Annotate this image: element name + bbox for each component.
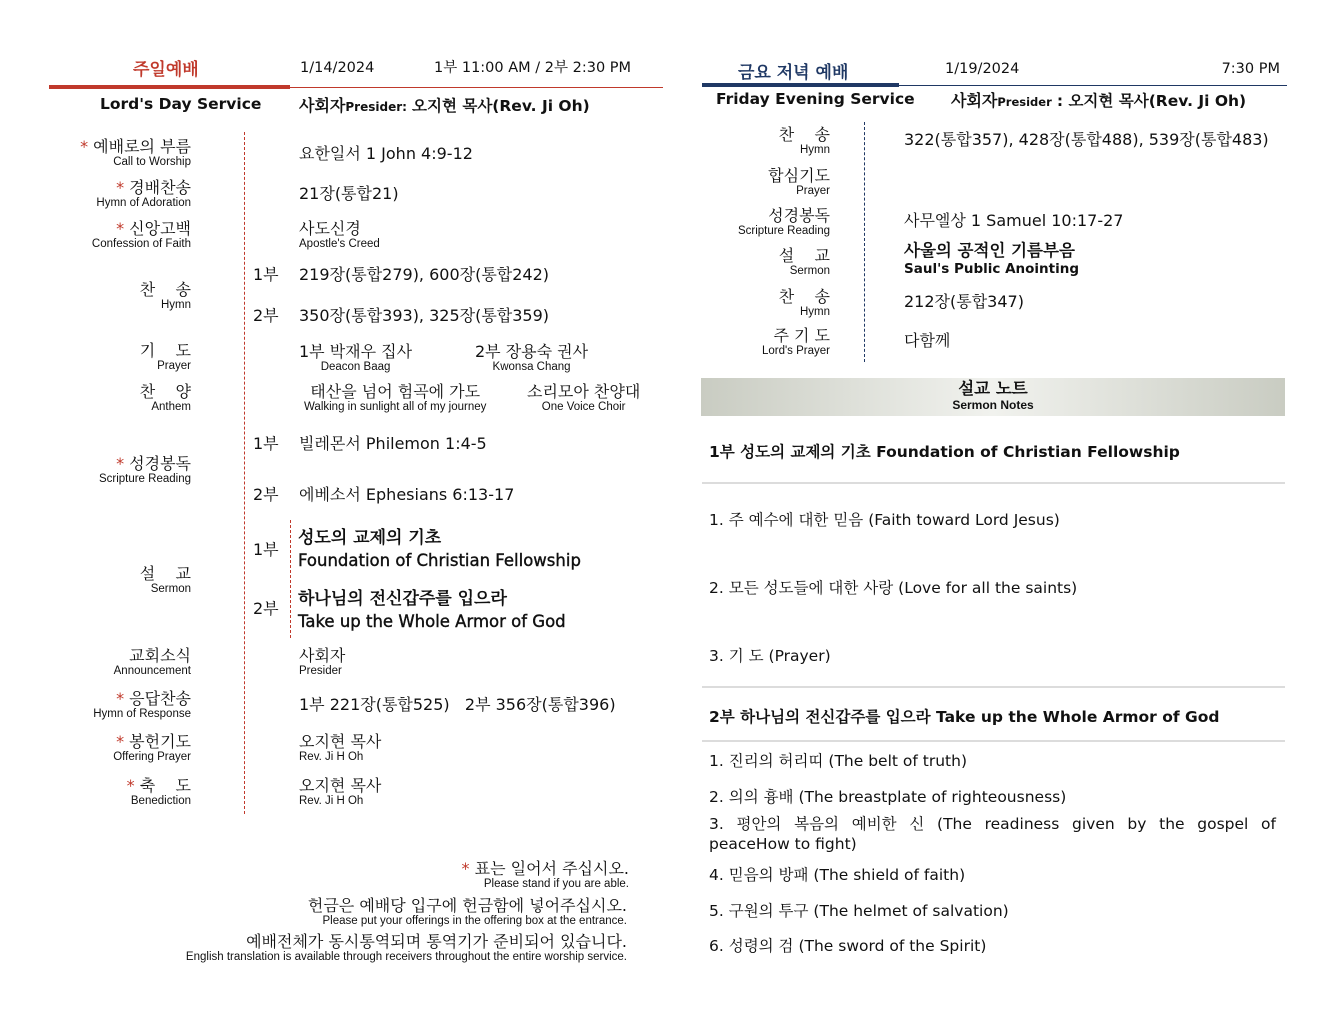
friday-time: 7:30 PM (1221, 61, 1280, 77)
notes-section1-point: 1. 주 예수에 대한 믿음 (Faith toward Lord Jesus) (709, 511, 1060, 529)
notes-divider (702, 740, 1285, 742)
notes-section2-point: 3. 평안의 복음의 예비한 신 (The readiness given by the gospel of peaceHow to fight) (709, 815, 1276, 853)
sunday-title: 주일예배 (133, 60, 199, 80)
label-benediction: * 축 도 Benediction (126, 776, 191, 807)
friday-label-scripture: 성경봉독 Scripture Reading (737, 206, 830, 237)
presider-label-ko: 사회자 (299, 96, 346, 115)
scripture-part1: 빌레몬서 Philemon 1:4-5 (299, 434, 487, 453)
part-label: 1부 (253, 265, 279, 284)
hymn-part2: 350장(통합393), 325장(통합359) (299, 306, 550, 325)
stand-marker: * (116, 454, 125, 473)
friday-date: 1/19/2024 (945, 61, 1020, 77)
stand-marker: * (126, 776, 135, 795)
friday-divider (864, 122, 865, 362)
presider-label-en: Presider: (345, 100, 407, 114)
hymn-of-response-content: 1부 221장(통합525) 2부 356장(통합396) (299, 695, 616, 714)
notes-divider (702, 482, 1285, 484)
friday-label-lords-prayer: 주 기 도 Lord's Prayer (761, 326, 830, 357)
hymn-of-adoration-content: 21장(통합21) (299, 184, 399, 203)
label-hymn-of-response: * 응답찬송 Hymn of Response (93, 689, 191, 720)
confession-content: 사도신경 Apostle's Creed (299, 219, 380, 250)
label-hymn-of-adoration: * 경배찬송 Hymn of Adoration (96, 178, 191, 209)
sunday-header-line (290, 87, 663, 88)
footer-translation-note: 예배전체가 동시통역되며 통역기가 준비되어 있습니다. English translation is available through receivers throughout the entire worship service. (185, 932, 627, 963)
stand-marker: * (116, 689, 125, 708)
label-offering-prayer: * 봉헌기도 Offering Prayer (113, 732, 191, 763)
stand-marker: * (116, 178, 125, 197)
sunday-presider (299, 93, 590, 116)
part-label: 2부 (253, 485, 279, 504)
footer-stand-note: * 표는 일어서 주십시오. Please stand if you are able. (461, 859, 629, 890)
label-call-to-worship: * 예배로의 부름 Call to Worship (80, 137, 191, 168)
sunday-title-bar (49, 85, 290, 89)
announcement-content: 사회자 Presider (299, 646, 346, 677)
friday-title-bar (702, 83, 899, 87)
footer-offering-note: 헌금은 예배당 입구에 헌금함에 넣어주십시오. Please put your offerings in the offering box at the entrance. (307, 896, 627, 927)
label-prayer: 기 도 Prayer (139, 341, 191, 372)
friday-label-prayer: 합심기도 Prayer (768, 166, 830, 197)
friday-scripture-content: 사무엘상 1 Samuel 10:17-27 (904, 211, 1124, 230)
prayer-leader-1: 1부 박재우 집사 Deacon Baag (299, 342, 413, 373)
stand-marker: * (116, 219, 125, 238)
friday-lords-prayer-content: 다함께 (904, 331, 951, 350)
scripture-part2: 에베소서 Ephesians 6:13-17 (299, 485, 515, 504)
sermon-1: 성도의 교제의 기초 Foundation of Christian Fellowship (298, 528, 581, 570)
sunday-date: 1/14/2024 (300, 60, 375, 76)
part-label: 2부 (253, 599, 279, 618)
label-sermon: 설 교 Sermon (139, 564, 191, 595)
notes-section2-point: 2. 의의 흉배 (The breastplate of righteousness) (709, 788, 1067, 806)
hymn-part1: 219장(통합279), 600장(통합242) (299, 265, 550, 284)
friday-title-en: Friday Evening Service (716, 90, 915, 108)
notes-divider (702, 686, 1285, 688)
notes-section1-point: 3. 기 도 (Prayer) (709, 647, 831, 665)
sermon-2: 하나님의 전신갑주를 입으라 Take up the Whole Armor of God (298, 589, 566, 631)
part-label: 2부 (253, 306, 279, 325)
part-label: 1부 (253, 434, 279, 453)
friday-label-hymn-1: 찬 송 Hymn (778, 125, 830, 156)
label-announcement: 교회소식 Announcement (113, 646, 191, 677)
friday-sermon-content: 사울의 공적인 기름부음 Saul's Public Anointing (904, 241, 1079, 277)
offering-prayer-content: 오지현 목사 Rev. Ji H Oh (299, 732, 382, 763)
sunday-divider (244, 132, 245, 814)
notes-section1-point: 2. 모든 성도들에 대한 사랑 (Love for all the saints) (709, 579, 1078, 597)
anthem-choir: 소리모아 찬양대 One Voice Choir (527, 382, 641, 413)
friday-label-hymn-2: 찬 송 Hymn (778, 287, 830, 318)
label-anthem: 찬 양 Anthem (139, 382, 191, 413)
stand-marker: * (80, 137, 89, 156)
label-confession: * 신앙고백 Confession of Faith (91, 219, 191, 250)
friday-hymn-1-content: 322(통합357), 428장(통합488), 539장(통합483) (904, 130, 1269, 149)
notes-section2-point: 4. 믿음의 방패 (The shield of faith) (709, 866, 966, 884)
stand-marker: * (116, 732, 125, 751)
notes-section2-point: 5. 구원의 투구 (The helmet of salvation) (709, 902, 1009, 920)
sunday-times: 1부 11:00 AM / 2부 2:30 PM (434, 60, 632, 76)
friday-hymn-2-content: 212장(통합347) (904, 292, 1024, 311)
friday-title: 금요 저녁 예배 (738, 63, 849, 83)
label-scripture: * 성경봉독 Scripture Reading (98, 454, 191, 485)
presider-name: 오지현 목사(Rev. Ji Oh) (412, 97, 590, 115)
call-to-worship-content: 요한일서 1 John 4:9-12 (299, 144, 473, 163)
benediction-content: 오지현 목사 Rev. Ji H Oh (299, 776, 382, 807)
part-label: 1부 (253, 540, 279, 559)
sunday-title-en: Lord's Day Service (100, 95, 262, 113)
sermon-divider (290, 520, 291, 638)
notes-section2-point: 6. 성령의 검 (The sword of the Spirit) (709, 937, 987, 955)
friday-header-line (899, 85, 1287, 86)
notes-section1-heading: 1부 성도의 교제의 기초 Foundation of Christian Fellowship (709, 443, 1180, 461)
prayer-leader-2: 2부 장용숙 권사 Kwonsa Chang (475, 342, 589, 373)
notes-section2-heading: 2부 하나님의 전신갑주를 입으라 Take up the Whole Armor of God (709, 708, 1220, 726)
notes-section2-point: 1. 진리의 허리띠 (The belt of truth) (709, 752, 967, 770)
friday-label-sermon: 설 교 Sermon (778, 246, 830, 277)
label-hymn: 찬 송 Hymn (139, 280, 191, 311)
sermon-notes-title: 설교 노트 Sermon Notes (952, 379, 1034, 412)
friday-presider: 사회자Presider : 오지현 목사(Rev. Ji Oh) (951, 91, 1247, 110)
anthem-song: 태산을 넘어 험곡에 가도 Walking in sunlight all of my journey (304, 382, 487, 413)
